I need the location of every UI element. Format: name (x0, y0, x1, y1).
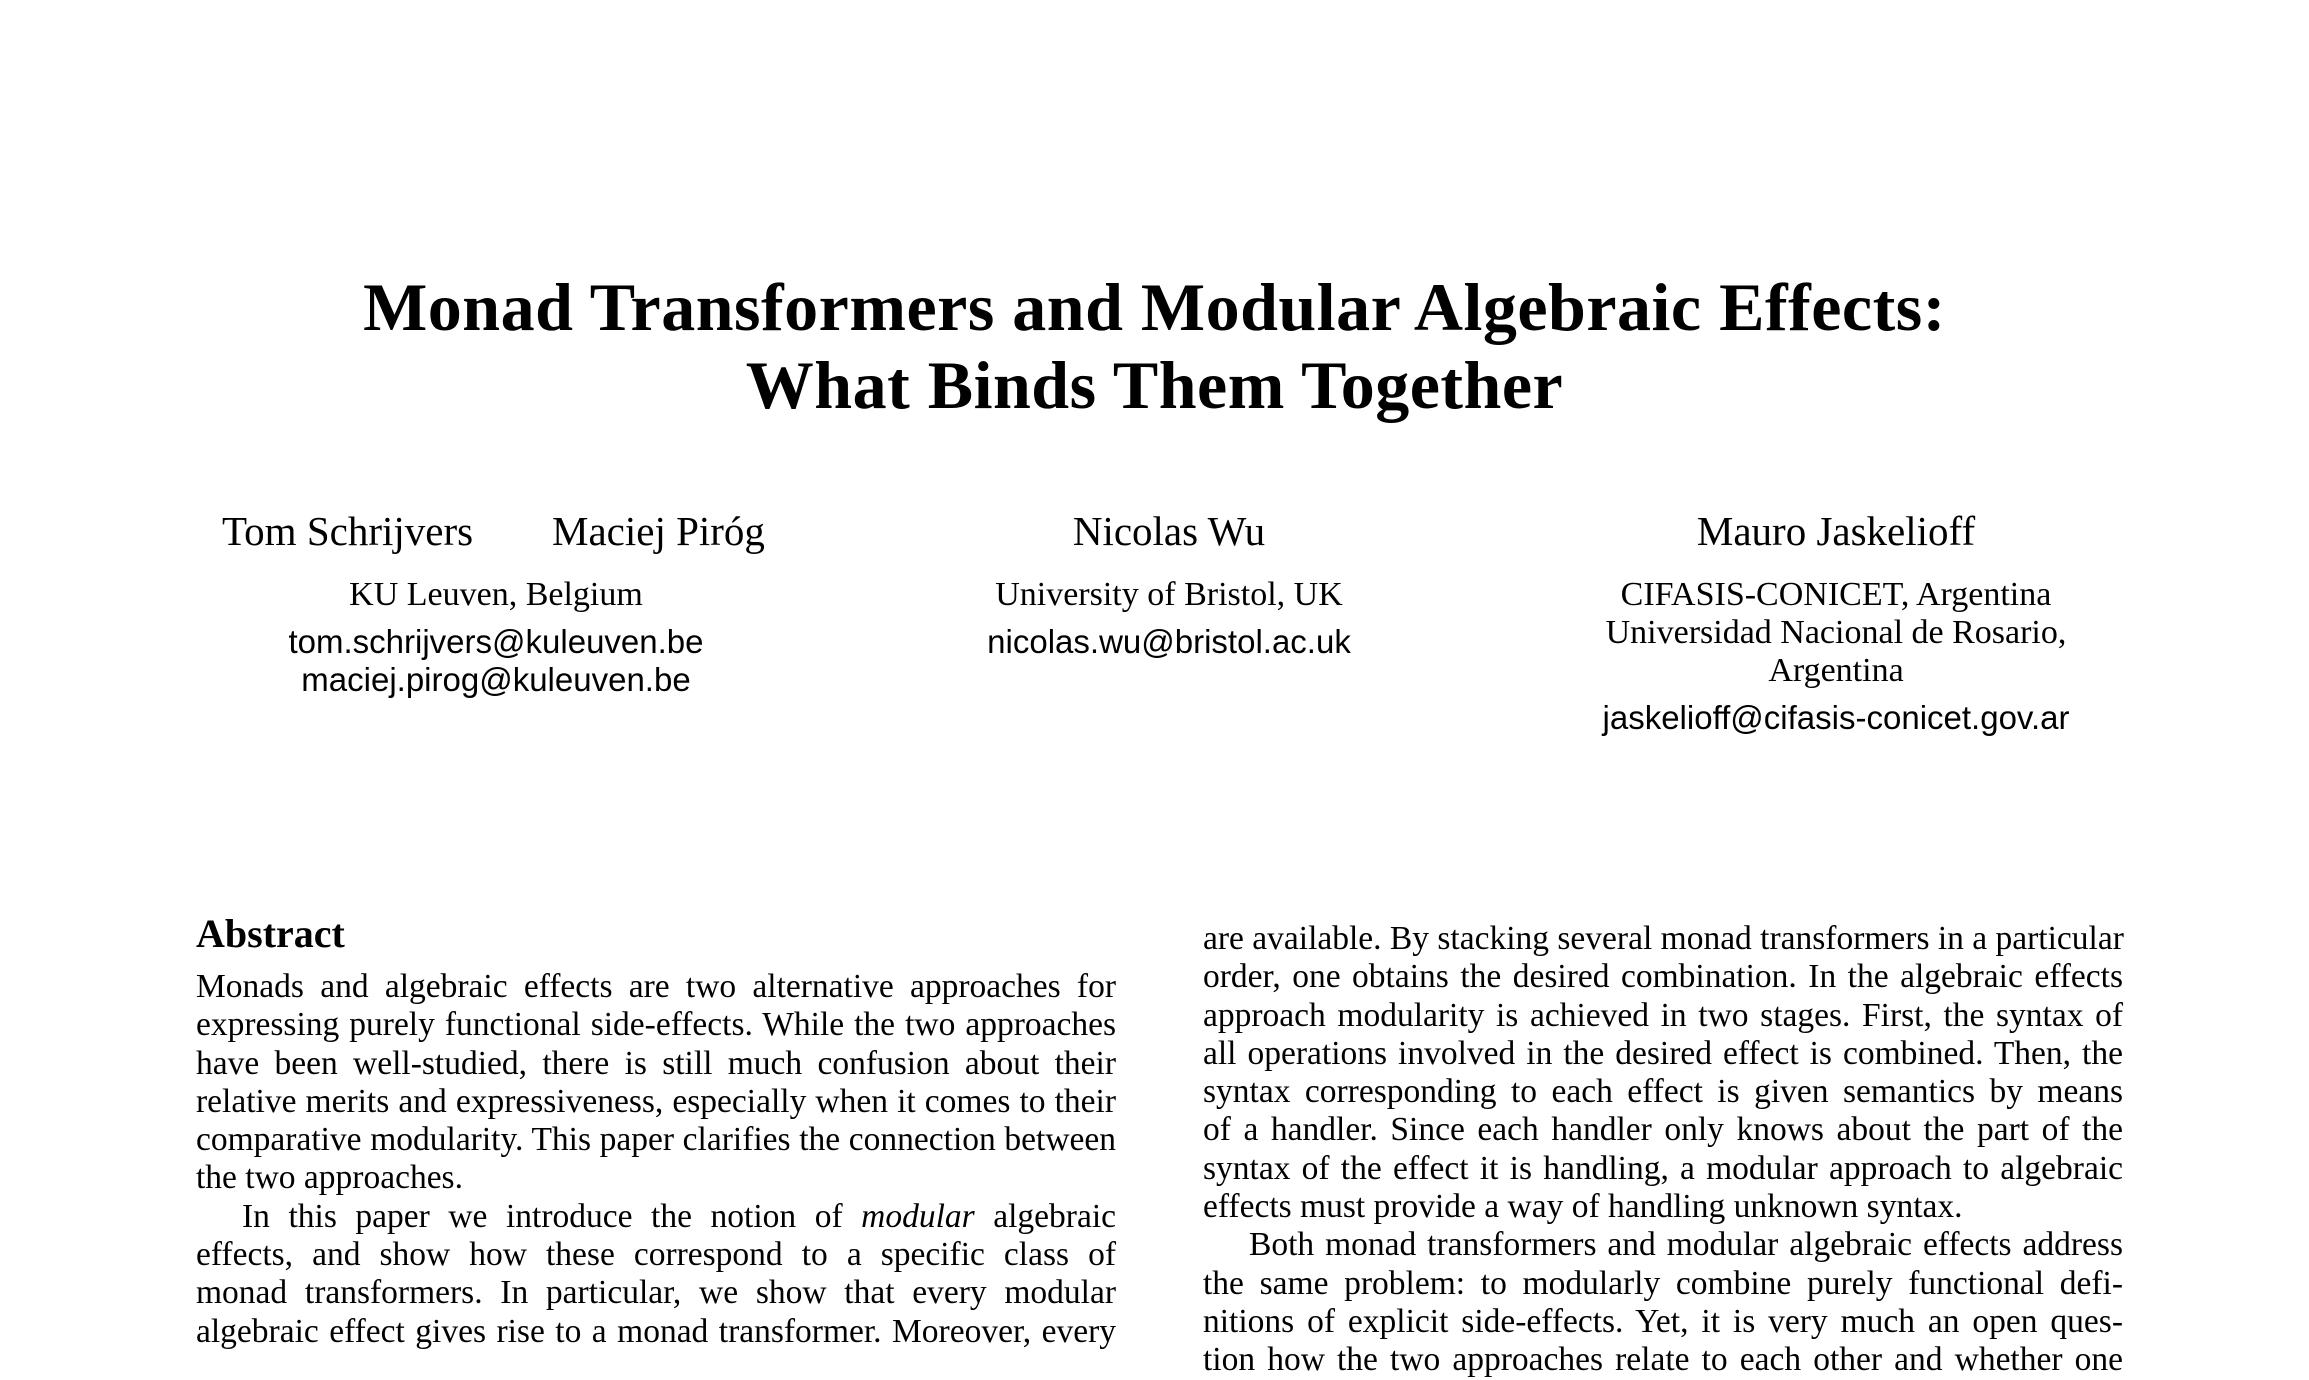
email-jaskelioff: jaskelioff@cifasis-conicet.gov.ar (1602, 699, 2070, 736)
right-column (1203, 920, 2123, 1380)
text-line: tion how the two approaches relate to each other and whether one (1203, 1341, 2123, 1379)
text-line: have been well-studied, there is still much confusion about their (196, 1044, 1116, 1082)
title-line-1: Monad Transformers and Modular Algebraic Effects: (363, 269, 1946, 345)
text-line: Both monad transformers and modular algebraic effects address (1249, 1226, 2123, 1264)
author-group-3-affiliation (1536, 576, 2136, 737)
text-line: syntax of the effect it is handling, a modular approach to algebraic (1203, 1149, 2123, 1187)
text-line: relative merits and expressiveness, especially when it comes to their (196, 1082, 1116, 1120)
text-line: algebraic effect gives rise to a monad transformer. Moreover, every (196, 1312, 1116, 1350)
text-line: syntax corresponding to each effect is given semantics by means (1203, 1073, 2123, 1111)
affiliation: KU Leuven, Belgium (349, 576, 643, 613)
text-line (196, 1198, 1116, 1236)
affiliation-line: CIFASIS-CONICET, Argentina (1620, 576, 2052, 613)
abstract-paragraph-1 (196, 968, 1116, 1198)
emphasized-word: modular (861, 1197, 975, 1235)
text-line: the two approaches. (196, 1159, 463, 1197)
text-line: monad transformers. In particular, we show that every modular (196, 1274, 1116, 1312)
text-line: order, one obtains the desired combination. In the algebraic effects (1203, 958, 2123, 996)
author-name-wu: Nicolas Wu (1072, 508, 1266, 554)
text-line: nitions of explicit side-effects. Yet, it is very much an open ques- (1203, 1302, 2123, 1340)
text-run: algebraic (974, 1197, 1117, 1235)
author-name-schrijvers: Tom Schrijvers (222, 508, 474, 554)
affiliation-line: Universidad Nacional de Rosario, (1605, 614, 2067, 651)
text-line: Monads and algebraic effects are two alternative approaches for (196, 968, 1116, 1005)
text-line: comparative modularity. This paper clarifies the connection between (196, 1121, 1116, 1159)
abstract-left-column (196, 968, 1116, 1351)
body-paragraph-1 (1203, 920, 2123, 1226)
author-name-jaskelioff: Mauro Jaskelioff (1696, 508, 1976, 554)
paper-title (0, 268, 2309, 424)
body-paragraph-2 (1203, 1226, 2123, 1379)
email-wu: nicolas.wu@bristol.ac.uk (987, 623, 1351, 660)
text-line: effects, and show how these correspond to a specific class of (196, 1236, 1116, 1274)
abstract-paragraph-2 (196, 1198, 1116, 1351)
affiliation: University of Bristol, UK (995, 576, 1343, 613)
text-line: of a handler. Since each handler only knows about the part of the (1203, 1111, 2123, 1149)
text-run: In this paper we introduce the notion of (242, 1197, 862, 1235)
author-name-pirog: Maciej Piróg (552, 508, 765, 554)
author-group-2-affiliation (869, 576, 1469, 661)
text-line: are available. By stacking several monad transformers in a particular (1203, 920, 2124, 957)
title-line-2: What Binds Them Together (745, 347, 1564, 423)
abstract-heading: Abstract (196, 911, 345, 956)
text-line: expressing purely functional side-effects. While the two approaches (196, 1006, 1116, 1044)
author-group-1-affiliation (196, 576, 796, 699)
email-pirog: maciej.pirog@kuleuven.be (301, 661, 691, 698)
text-line: approach modularity is achieved in two stages. First, the syntax of (1203, 996, 2123, 1034)
text-line: the same problem: to modularly combine purely functional defi- (1203, 1264, 2123, 1302)
text-line: all operations involved in the desired effect is combined. Then, the (1203, 1034, 2123, 1072)
text-line: effects must provide a way of handling unknown syntax. (1203, 1188, 1963, 1226)
affiliation-line: Argentina (1768, 652, 1904, 689)
email-schrijvers: tom.schrijvers@kuleuven.be (288, 623, 704, 660)
